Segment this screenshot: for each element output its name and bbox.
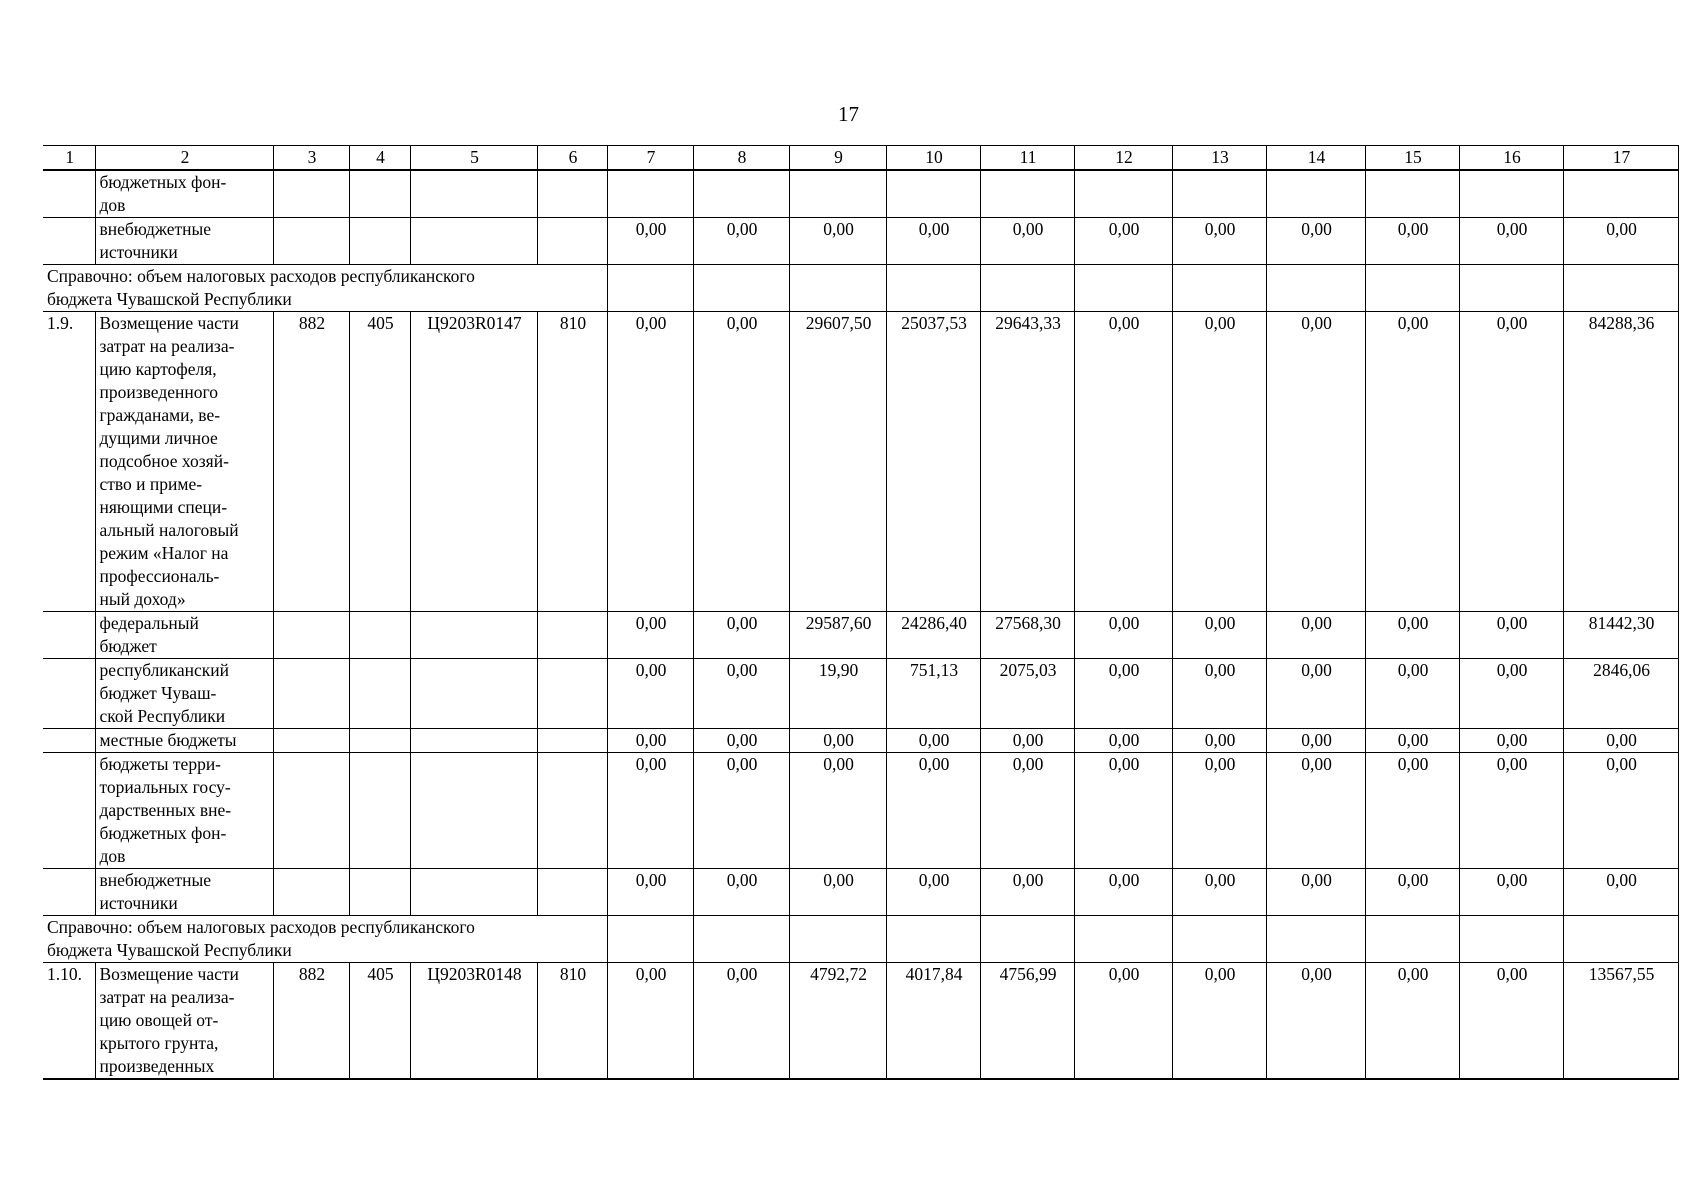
value-cell: 0,00 <box>1365 659 1459 729</box>
value-cell <box>1172 265 1266 312</box>
value-cell: 0,00 <box>693 753 789 869</box>
value-cell: 19,90 <box>789 659 886 729</box>
value-cell: 0,00 <box>1365 753 1459 869</box>
value-cell <box>693 265 789 312</box>
value-cell: 0,00 <box>1074 612 1172 659</box>
value-cell <box>693 170 789 218</box>
description-line: альный налоговый <box>99 520 239 540</box>
description-cell <box>95 729 273 753</box>
value-cell: 0,00 <box>1459 312 1563 612</box>
code-cell-c3: 882 <box>273 312 349 612</box>
code-cell-c5 <box>410 869 537 916</box>
description-line: ный доход» <box>99 589 186 609</box>
reference-label-line: бюджета Чувашской Республики <box>47 940 292 960</box>
value-cell: 0,00 <box>607 963 693 1080</box>
description-line: затрат на реализа- <box>99 336 235 356</box>
column-header-11: 11 <box>980 146 1074 171</box>
item-number-cell <box>43 869 95 916</box>
column-header-9: 9 <box>789 146 886 171</box>
description-line: произведенных <box>99 1056 215 1076</box>
value-cell: 0,00 <box>1266 963 1365 1080</box>
description-line: гражданами, ве- <box>99 405 221 425</box>
value-cell: 0,00 <box>789 753 886 869</box>
reference-label-cell <box>43 265 607 312</box>
value-cell: 0,00 <box>1074 659 1172 729</box>
item-number-cell <box>43 170 95 218</box>
value-cell: 0,00 <box>1459 612 1563 659</box>
value-cell <box>1459 265 1563 312</box>
code-cell-c4 <box>349 869 410 916</box>
value-cell <box>1266 916 1365 963</box>
description-line: дарственных вне- <box>99 800 232 820</box>
code-cell-c3: 882 <box>273 963 349 1080</box>
value-cell: 0,00 <box>980 218 1074 265</box>
code-cell-c6 <box>537 753 607 869</box>
description-line: няющими специ- <box>99 497 228 517</box>
code-cell-c6 <box>537 612 607 659</box>
value-cell <box>980 265 1074 312</box>
reference-label-line: бюджета Чувашской Республики <box>47 289 292 309</box>
code-cell-c4 <box>349 729 410 753</box>
code-cell-c4 <box>349 612 410 659</box>
column-header-7: 7 <box>607 146 693 171</box>
code-cell-c5 <box>410 612 537 659</box>
code-cell-c6: 810 <box>537 963 607 1080</box>
description-cell <box>95 963 273 1080</box>
value-cell: 27568,30 <box>980 612 1074 659</box>
table-header-row <box>43 146 1678 171</box>
description-line: источники <box>99 242 178 262</box>
description-cell <box>95 869 273 916</box>
value-cell <box>1266 265 1365 312</box>
description-line: дов <box>99 846 126 866</box>
code-cell-c4 <box>349 170 410 218</box>
description-cell <box>95 170 273 218</box>
value-cell: 29587,60 <box>789 612 886 659</box>
description-line: цию картофеля, <box>99 359 217 379</box>
code-cell-c5: Ц9203R0147 <box>410 312 537 612</box>
item-number-cell <box>43 729 95 753</box>
value-cell: 84288,36 <box>1563 312 1678 612</box>
column-header-13: 13 <box>1172 146 1266 171</box>
column-header-12: 12 <box>1074 146 1172 171</box>
value-cell: 29643,33 <box>980 312 1074 612</box>
code-cell-c4 <box>349 659 410 729</box>
value-cell: 2075,03 <box>980 659 1074 729</box>
value-cell: 0,00 <box>1459 729 1563 753</box>
item-number-cell <box>43 612 95 659</box>
value-cell <box>886 265 980 312</box>
value-cell: 0,00 <box>886 869 980 916</box>
column-header-6: 6 <box>537 146 607 171</box>
table-row <box>43 963 1678 1080</box>
value-cell <box>1074 916 1172 963</box>
description-line: внебюджетные <box>99 870 212 890</box>
description-line: затрат на реализа- <box>99 987 235 1007</box>
value-cell: 0,00 <box>1365 312 1459 612</box>
description-line: бюджеты терри- <box>99 754 222 774</box>
value-cell <box>886 916 980 963</box>
table-body <box>43 170 1678 1079</box>
value-cell: 0,00 <box>1266 753 1365 869</box>
value-cell: 24286,40 <box>886 612 980 659</box>
value-cell: 0,00 <box>1074 869 1172 916</box>
value-cell <box>1365 916 1459 963</box>
reference-label-cell <box>43 916 607 963</box>
column-header-15: 15 <box>1365 146 1459 171</box>
value-cell <box>607 916 693 963</box>
description-cell <box>95 659 273 729</box>
description-line: ториальных госу- <box>99 777 231 797</box>
code-cell-c3 <box>273 659 349 729</box>
value-cell: 0,00 <box>693 612 789 659</box>
value-cell: 13567,55 <box>1563 963 1678 1080</box>
description-line: подсобное хозяй- <box>99 451 229 471</box>
description-cell <box>95 218 273 265</box>
value-cell: 0,00 <box>980 753 1074 869</box>
value-cell: 0,00 <box>607 218 693 265</box>
code-cell-c5 <box>410 659 537 729</box>
value-cell: 0,00 <box>693 659 789 729</box>
value-cell <box>1074 170 1172 218</box>
description-line: крытого грунта, <box>99 1033 219 1053</box>
code-cell-c4: 405 <box>349 312 410 612</box>
column-header-1: 1 <box>43 146 95 171</box>
value-cell: 0,00 <box>1563 753 1678 869</box>
item-number-cell: 1.9. <box>43 312 95 612</box>
table-row <box>43 612 1678 659</box>
value-cell: 0,00 <box>1266 612 1365 659</box>
table-row <box>43 916 1678 963</box>
description-line: бюджет Чуваш- <box>99 683 217 703</box>
value-cell: 0,00 <box>607 612 693 659</box>
value-cell: 0,00 <box>789 869 886 916</box>
value-cell: 0,00 <box>1074 963 1172 1080</box>
description-line: республиканский <box>99 660 230 680</box>
value-cell: 0,00 <box>1074 753 1172 869</box>
value-cell: 2846,06 <box>1563 659 1678 729</box>
value-cell: 0,00 <box>886 729 980 753</box>
value-cell: 25037,53 <box>886 312 980 612</box>
reference-label-line: Справочно: объем налоговых расходов республиканского <box>47 266 475 286</box>
value-cell: 0,00 <box>1172 218 1266 265</box>
value-cell: 0,00 <box>1563 729 1678 753</box>
code-cell-c3 <box>273 869 349 916</box>
code-cell-c5: Ц9203R0148 <box>410 963 537 1080</box>
value-cell: 0,00 <box>1365 218 1459 265</box>
description-line: дов <box>99 195 126 215</box>
item-number-cell <box>43 659 95 729</box>
column-header-10: 10 <box>886 146 980 171</box>
value-cell: 0,00 <box>1563 869 1678 916</box>
value-cell <box>1074 265 1172 312</box>
code-cell-c6: 810 <box>537 312 607 612</box>
value-cell: 0,00 <box>1266 869 1365 916</box>
column-header-2: 2 <box>95 146 273 171</box>
description-line: бюджетных фон- <box>99 823 227 843</box>
description-line: бюджетных фон- <box>99 172 227 192</box>
value-cell: 0,00 <box>693 869 789 916</box>
code-cell-c6 <box>537 869 607 916</box>
value-cell: 0,00 <box>1365 869 1459 916</box>
column-header-5: 5 <box>410 146 537 171</box>
code-cell-c3 <box>273 218 349 265</box>
value-cell: 0,00 <box>1459 753 1563 869</box>
value-cell: 0,00 <box>1074 312 1172 612</box>
value-cell <box>1365 265 1459 312</box>
description-line: ской Республики <box>99 706 226 726</box>
value-cell: 0,00 <box>1172 312 1266 612</box>
table-row <box>43 753 1678 869</box>
value-cell: 0,00 <box>1365 729 1459 753</box>
code-cell-c3 <box>273 170 349 218</box>
code-cell-c6 <box>537 170 607 218</box>
table-row <box>43 265 1678 312</box>
code-cell-c4 <box>349 218 410 265</box>
description-line: произведенного <box>99 382 218 402</box>
code-cell-c3 <box>273 612 349 659</box>
description-line: внебюджетные <box>99 219 212 239</box>
description-cell <box>95 753 273 869</box>
code-cell-c3 <box>273 753 349 869</box>
value-cell: 0,00 <box>1266 218 1365 265</box>
value-cell <box>607 265 693 312</box>
budget-table <box>43 145 1679 1080</box>
description-line: местные бюджеты <box>99 730 237 750</box>
value-cell: 0,00 <box>1365 612 1459 659</box>
value-cell: 0,00 <box>1172 753 1266 869</box>
value-cell: 4017,84 <box>886 963 980 1080</box>
value-cell: 0,00 <box>1459 963 1563 1080</box>
table-row <box>43 170 1678 218</box>
code-cell-c5 <box>410 729 537 753</box>
code-cell-c5 <box>410 753 537 869</box>
value-cell: 0,00 <box>693 729 789 753</box>
description-line: профессиональ- <box>99 566 220 586</box>
table-row <box>43 659 1678 729</box>
value-cell: 0,00 <box>1563 218 1678 265</box>
value-cell: 0,00 <box>980 869 1074 916</box>
value-cell: 0,00 <box>789 218 886 265</box>
item-number-cell <box>43 753 95 869</box>
description-line: источники <box>99 893 178 913</box>
value-cell: 4756,99 <box>980 963 1074 1080</box>
value-cell: 0,00 <box>693 218 789 265</box>
column-header-16: 16 <box>1459 146 1563 171</box>
description-line: ство и приме- <box>99 474 203 494</box>
value-cell: 0,00 <box>1172 869 1266 916</box>
value-cell: 0,00 <box>607 312 693 612</box>
value-cell: 0,00 <box>1266 312 1365 612</box>
value-cell <box>693 916 789 963</box>
column-header-4: 4 <box>349 146 410 171</box>
value-cell: 0,00 <box>607 869 693 916</box>
description-line: Возмещение части <box>99 313 239 333</box>
code-cell-c3 <box>273 729 349 753</box>
value-cell: 4792,72 <box>789 963 886 1080</box>
column-header-3: 3 <box>273 146 349 171</box>
value-cell <box>1563 916 1678 963</box>
value-cell <box>1563 265 1678 312</box>
value-cell: 0,00 <box>1172 729 1266 753</box>
value-cell <box>607 170 693 218</box>
description-cell <box>95 612 273 659</box>
value-cell: 0,00 <box>607 753 693 869</box>
value-cell: 0,00 <box>607 729 693 753</box>
description-line: дущими личное <box>99 428 218 448</box>
value-cell: 29607,50 <box>789 312 886 612</box>
description-cell <box>95 312 273 612</box>
value-cell <box>1459 170 1563 218</box>
value-cell: 0,00 <box>886 218 980 265</box>
value-cell <box>980 916 1074 963</box>
value-cell: 0,00 <box>607 659 693 729</box>
value-cell: 0,00 <box>1074 218 1172 265</box>
code-cell-c5 <box>410 170 537 218</box>
table-row <box>43 869 1678 916</box>
value-cell: 0,00 <box>886 753 980 869</box>
value-cell <box>1563 170 1678 218</box>
column-header-17: 17 <box>1563 146 1678 171</box>
table-row <box>43 729 1678 753</box>
column-header-14: 14 <box>1266 146 1365 171</box>
value-cell: 0,00 <box>789 729 886 753</box>
value-cell: 0,00 <box>1172 659 1266 729</box>
code-cell-c6 <box>537 218 607 265</box>
value-cell <box>1172 916 1266 963</box>
value-cell: 0,00 <box>1266 729 1365 753</box>
value-cell: 0,00 <box>1074 729 1172 753</box>
description-line: цию овощей от- <box>99 1010 219 1030</box>
value-cell <box>1459 916 1563 963</box>
code-cell-c4: 405 <box>349 963 410 1080</box>
code-cell-c5 <box>410 218 537 265</box>
value-cell <box>789 265 886 312</box>
description-line: Возмещение части <box>99 964 239 984</box>
description-line: федеральный <box>99 613 199 633</box>
item-number-cell: 1.10. <box>43 963 95 1080</box>
value-cell: 0,00 <box>1266 659 1365 729</box>
value-cell: 0,00 <box>1172 612 1266 659</box>
code-cell-c6 <box>537 659 607 729</box>
value-cell: 0,00 <box>1172 963 1266 1080</box>
description-line: бюджет <box>99 636 157 656</box>
value-cell: 0,00 <box>693 963 789 1080</box>
page-number: 17 <box>838 102 859 126</box>
value-cell <box>789 170 886 218</box>
value-cell: 81442,30 <box>1563 612 1678 659</box>
value-cell: 0,00 <box>1459 218 1563 265</box>
value-cell <box>886 170 980 218</box>
code-cell-c4 <box>349 753 410 869</box>
value-cell: 0,00 <box>1459 869 1563 916</box>
code-cell-c6 <box>537 729 607 753</box>
column-header-8: 8 <box>693 146 789 171</box>
value-cell: 751,13 <box>886 659 980 729</box>
reference-label-line: Справочно: объем налоговых расходов республиканского <box>47 917 475 937</box>
item-number-cell <box>43 218 95 265</box>
value-cell <box>1365 170 1459 218</box>
description-line: режим «Налог на <box>99 543 229 563</box>
value-cell: 0,00 <box>693 312 789 612</box>
value-cell: 0,00 <box>980 729 1074 753</box>
table-row <box>43 218 1678 265</box>
value-cell <box>1172 170 1266 218</box>
value-cell <box>1266 170 1365 218</box>
table-row <box>43 312 1678 612</box>
value-cell <box>980 170 1074 218</box>
value-cell: 0,00 <box>1365 963 1459 1080</box>
value-cell: 0,00 <box>1459 659 1563 729</box>
value-cell <box>789 916 886 963</box>
